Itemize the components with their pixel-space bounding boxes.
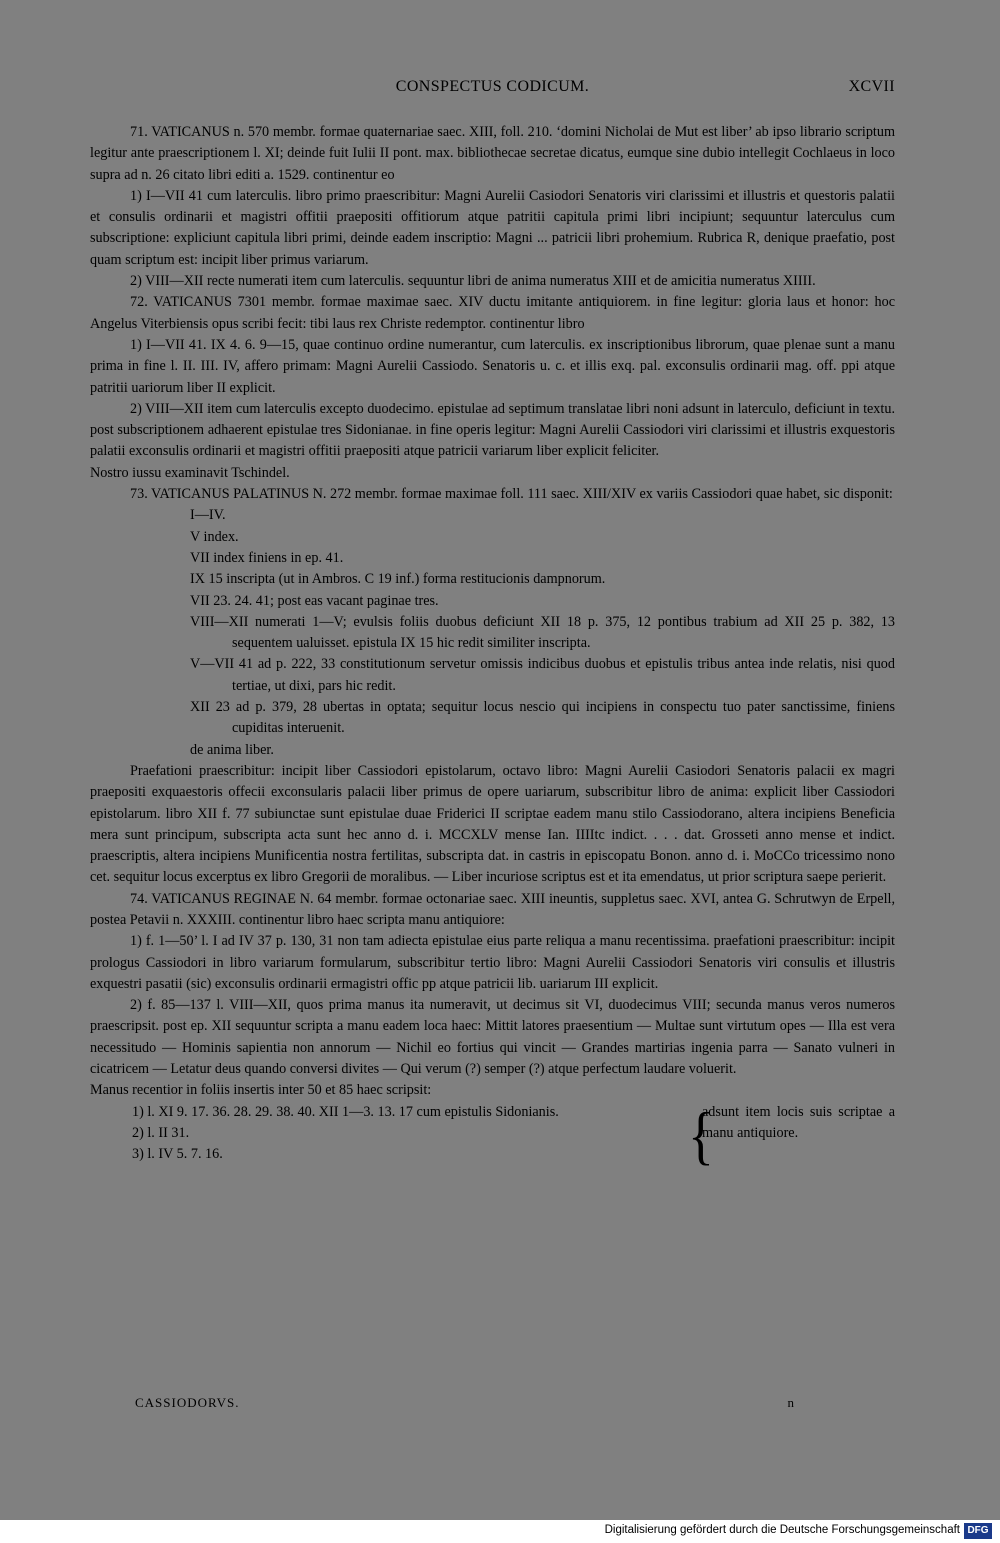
entry-71-part-1: 1) I—VII 41 cum laterculis. libro primo praescribitur: Magni Aurelii Casiodori Senatoris viri clarissimi et illustris et questoris palatii et consulis ordinarii et magistri offitii praepositi offitiorum atque patritii capitula primi libri incipiunt; sequuntur laterculus cum subscriptione: expliciunt capitula libri primi, deinde eadem inscriptio: Magni ... patricii libri prohemium. Rubrica R, denique praefatio, post quam scriptum est: incipit liber primus variarum. (90, 187, 895, 268)
dfg-logo-icon[interactable]: DFG (964, 1523, 992, 1539)
entry-72-part-2: 2) VIII—XII item cum laterculis excepto duodecimo. epistulae ad septimum translatae libri noni adsunt in laterculo, deficiunt in textu. post subscriptionem adhaerent epistulae tres Sidonianae. in fine operis legitur: Magni Aurelii Cassiodori viri clarissimi et illustris exquestoris palatii exconsulis ordinarii et magistri offitii praepositi atque patricii variarum liber explicit feliciter. (90, 400, 895, 460)
list-item: I—IV. (190, 507, 226, 524)
entry-74-intro: 74. VATICANUS REGINAE N. 64 membr. formae octonariae saec. XIII ineuntis, suppletus saec. XVI, antea G. Schrutwyn de Erpell, postea Petavii n. XXXIII. continentur libro haec scripta manu antiquiore: (90, 890, 895, 928)
entry-72-part-1: 1) I—VII 41. IX 4. 6. 9—15, quae continuo ordine numerantur, cum laterculis. ex inscriptionibus librorum, quae plenae sunt a manu prima in fine l. II. III. IV, affero primam: Magni Aurelii Cassiodo. Senatoris u. c. et illis exq. pal. exconsulis ordinarii mag. off. ppi atque patritii uariorum liber II explicit. (90, 336, 895, 396)
entry-74-list (90, 1099, 895, 1172)
page-footer (135, 1395, 795, 1415)
list-item: de anima liber. (190, 741, 274, 758)
entry-74-part-2: 2) f. 85—137 l. VIII—XII, quos prima manus ita numeravit, ut decimus sit VI, duodecimus VIII; secunda manus veros numeros praescripsit. post ep. XII sequuntur scripta a manu eadem loca haec: Mittit latores praesentium — Multae sunt virtutum opes — Illa est vera necessitudo — Hominis sapientia non annorum — Nichil eo fortius qui vincit — Grandes martirias ingenia parra — Sanato vulneri in cicatricem — Letatur deus quando conversi divites — Qui verum (?) semper (?) atque perfectum laudare voluerit. (90, 997, 895, 1078)
running-title: CONSPECTUS CODICUM. (395, 78, 590, 95)
list-item: 2) l. II 31. (132, 1124, 190, 1141)
entry-72-note: Nostro iussu examinavit Tschindel. (90, 464, 290, 481)
entry-72-intro: 72. VATICANUS 7301 membr. formae maximae saec. XIV ductu imitante antiquiorem. in fine legitur: gloria laus et honor: hoc Angelus Viterbiensis opus scribi fecit: tibi laus rex Christe redemptor. continentur libro (90, 294, 895, 332)
page-number: XCVII (848, 78, 895, 95)
signature-mark: CASSIODORVS. (135, 1395, 240, 1410)
list-item: XII 23 ad p. 379, 28 ubertas in optata; sequitur locus nescio qui incipiens in conspectu tuo pater sanctissime, finiens cupiditas interuenit. (190, 699, 895, 737)
list-item: IX 15 inscripta (ut in Ambros. C 19 inf.) forma restitucionis dampnorum. (190, 571, 606, 588)
signature-letter: n (787, 1395, 795, 1410)
page-header (90, 78, 895, 102)
entry-74-note: Manus recentior in foliis insertis inter 50 et 85 haec scripsit: (90, 1082, 432, 1099)
entry-73-intro: 73. VATICANUS PALATINUS N. 272 membr. formae maximae foll. 111 saec. XIII/XIV ex variis Cassiodori quae habet, sic disponit: (130, 486, 893, 503)
list-item: 1) l. XI 9. 17. 36. 28. 29. 38. 40. XII 1—3. 13. 17 cum epistulis Sidonianis. (132, 1103, 559, 1120)
entry-73-list (90, 505, 895, 761)
list-item: VII 23. 24. 41; post eas vacant paginae tres. (190, 592, 439, 609)
page-body (90, 122, 895, 1172)
funding-bar (0, 1520, 1000, 1543)
list-item: V index. (190, 528, 239, 545)
list-item: 3) l. IV 5. 7. 16. (132, 1146, 223, 1163)
list-item: VIII—XII numerati 1—V; evulsis foliis duobus deficiunt XII 18 p. 375, 12 pontibus trabium ad XII 25 p. 382, 13 sequentem ualuisset. epistula IX 15 hic redit similiter inscripta. (190, 613, 895, 652)
list-item: V—VII 41 ad p. 222, 33 constitutionum servetur omissis indicibus duobus et epistulis tribus antea inde relatis, nisi quod tertiae, ut dixi, pars hic redit. (190, 656, 895, 694)
entry-73-description: Praefationi praescribitur: incipit liber Cassiodori epistolarum, octavo libro: Magni Aurelii Casiodori Senatoris palacii ex magri praepositi exquaestoris offecii exconsularis palacii liber primus de opere uariarum, subscribitur libro de anima: explicit liber Cassiodori epistolarum. libro XII f. 77 subiunctae sunt epistulae duae Friderici II scriptae eadem manu stilo Cassiodorano, altera incipiens Beneficia mera sunt principum, subscripta acta sunt hec anno d. i. MCCXLV mense Ian. IIIItc indict. . . . dat. Grosseti anno mense et indict. praescriptis, altera incipiens Munificentia nostra fertilitas, subscripta dat. in castris in episcopatu Bonon. anno d. i. MoCCo tricessimo nono cet. sequitur locus excerptus ex libro Gregorii de moralibus. — Liber incuriose scriptus est et ita emendatus, ut prior scriptura saepe perierit. (90, 762, 895, 886)
list-item: VII index finiens in ep. 41. (190, 549, 344, 566)
funding-text: Digitalisierung gefördert durch die Deutsche Forschungsgemeinschaft (604, 1524, 960, 1536)
curly-brace-icon: { (688, 1099, 714, 1172)
brace-note: adsunt item locis suis scriptae a manu antiquiore. (702, 1103, 895, 1141)
entry-74-part-1: 1) f. 1—50’ l. I ad IV 37 p. 130, 31 non tam adiecta epistulae eius parte reliqua a manu recentissima. praefationi praescribitur: incipit prologus Cassiodori in libro variarum formularum, subscribitur tertio libro: Magni Aurelii Cassiodori Senatoris viri consulis et illustris exquestri pasatii (sic) exconsulis ordinarii ermagistri offic pp atque patricii lib. uariarum III explicit. (90, 933, 895, 992)
entry-71-part-2: 2) VIII—XII recte numerati item cum laterculis. sequuntur libri de anima numeratus XIII et de amicitia numeratus XIIII. (130, 273, 816, 290)
entry-71-intro: 71. VATICANUS n. 570 membr. formae quaternariae saec. XIII, foll. 210. ‘domini Nicholai de Mut est liber’ ab ipso librario scriptum legitur ante praescriptionem l. XI; deinde fuit Iulii II pont. max. bibliothecae secretae dicatus, eumque sine dubio intellegit Cochlaeus in loco supra ad n. 26 citato libri editi a. 1529. continentur eo (90, 124, 895, 183)
